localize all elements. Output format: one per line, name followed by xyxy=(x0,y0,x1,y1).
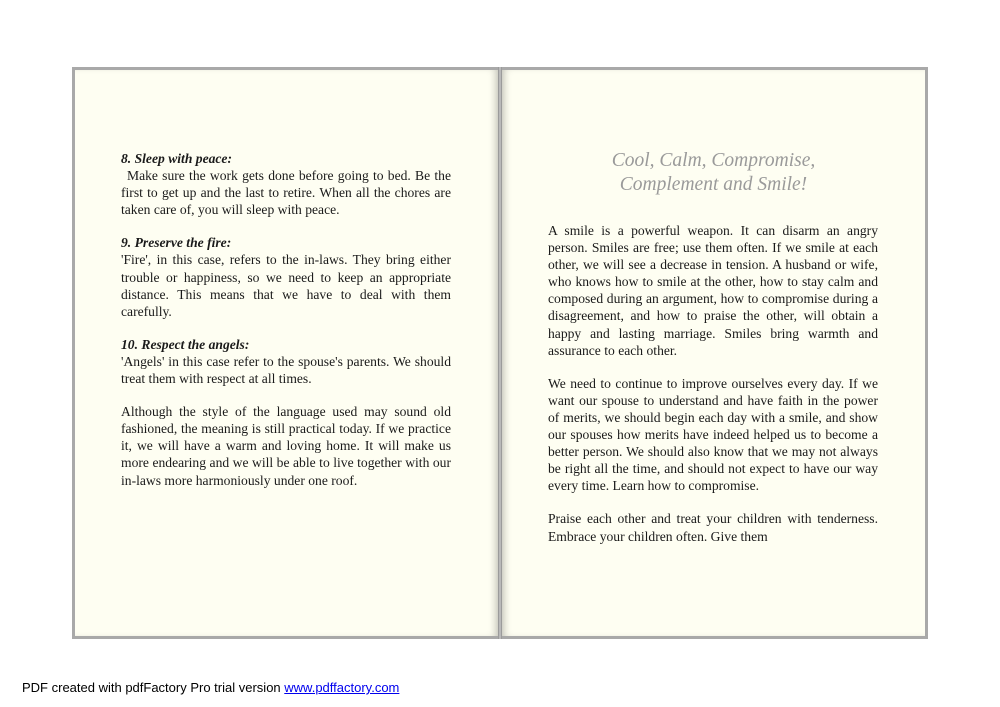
book-spread xyxy=(72,67,928,639)
right-page xyxy=(502,70,925,636)
chapter-title xyxy=(502,149,925,197)
footer-text: PDF created with pdfFactory Pro trial version xyxy=(22,680,285,695)
section-text-fire: 'Fire', in this case, refers to the in-laws. They bring either trouble or happiness, so we need to keep an appropriate distance. This means that we have to deal with them carefully. xyxy=(121,252,451,319)
section-heading-fire: 9. Preserve the fire: xyxy=(121,235,232,251)
pdf-footer xyxy=(22,680,399,695)
section-heading-sleep: 8. Sleep with peace: xyxy=(121,151,232,166)
closing-paragraph: Although the style of the language used may sound old fashioned, the meaning is still practical today. If we practice it, we will have a warm and loving home. It will make us more endearing and we will be able to live together with our in-laws more harmoniously under one roof. xyxy=(121,404,451,488)
left-page-text xyxy=(121,150,451,505)
paragraph-praise: Praise each other and treat your children with tenderness. Embrace your children often. Give them xyxy=(548,511,878,544)
section-heading-angels: 10. Respect the angels: xyxy=(121,336,250,352)
right-page-text xyxy=(548,222,878,561)
section-text-angels: 'Angels' in this case refer to the spouse's parents. We should treat them with respect at all times. xyxy=(121,353,451,387)
chapter-title-line-2: Complement and Smile! xyxy=(619,174,808,195)
left-page xyxy=(75,70,498,636)
section-text-sleep: Make sure the work gets done before going to bed. Be the first to get up and the last to retire. When all the chores are taken care of, you will sleep with peace. xyxy=(121,168,451,218)
paragraph-improve: We need to continue to improve ourselves every day. If we want our spouse to understand and have faith in the power of merits, we should begin each day with a smile, and show our spouses how merits have indeed helped us to become a better person. We should also know that we may not always be right all the time, and should not expect to have our way every time. Learn how to compromise. xyxy=(548,375,878,494)
paragraph-smile: A smile is a powerful weapon. It can disarm an angry person. Smiles are free; use them often. If we smile at each other, we will see a decrease in tension. A husband or wife, who knows how to smile at the other, how to stay calm and composed during an argument, how to compromise during a disagreement, and how to praise the other, will obtain a happy and lasting marriage. Smiles bring warmth and assurance to each other. xyxy=(548,223,878,358)
chapter-title-line-1: Cool, Calm, Compromise, xyxy=(611,150,816,171)
footer-link[interactable]: www.pdffactory.com xyxy=(284,680,400,695)
